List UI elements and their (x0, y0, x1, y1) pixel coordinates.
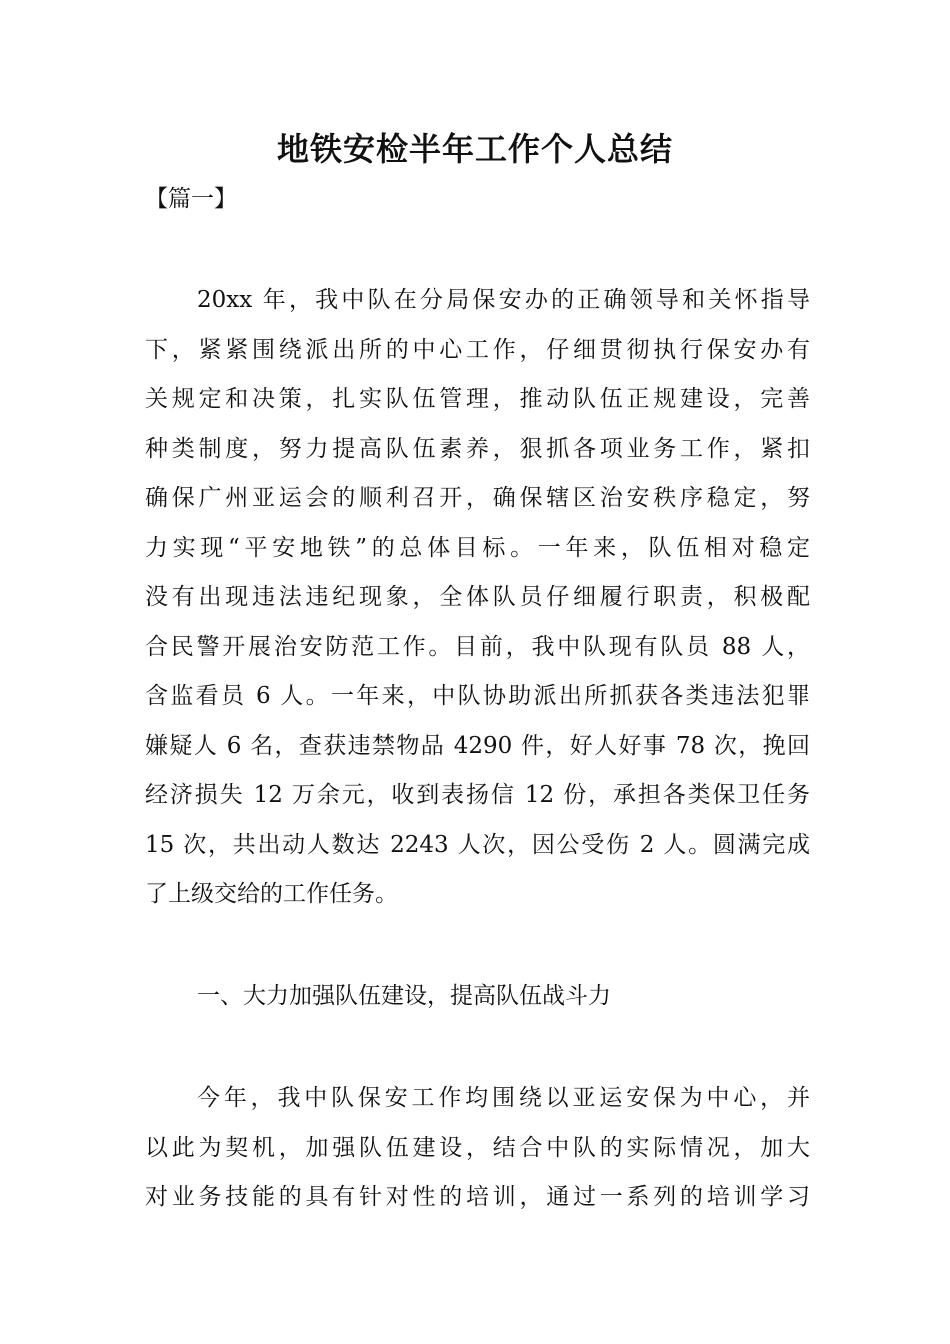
paragraph-line: 了上级交给的工作任务。 (145, 881, 398, 907)
paragraph-2 (145, 1074, 810, 1223)
paragraph-line: 嫌疑人 6 名，查获违禁物品 4290 件，好人好事 78 次，挽回 (145, 732, 810, 759)
paragraph-line: 合民警开展治安防范工作。目前，我中队现有队员 88 人， (145, 633, 810, 660)
paragraph-line: 今年，我中队保安工作均围绕以亚运安保为中心，并 (197, 1085, 810, 1111)
paragraph-line: 20xx 年，我中队在分局保安办的正确领导和关怀指导 (197, 287, 810, 313)
paragraph-line: 种类制度，努力提高队伍素养，狠抓各项业务工作，紧扣 (145, 435, 810, 462)
paragraph-line: 以此为契机，加强队伍建设，结合中队的实际情况，加大 (145, 1134, 810, 1161)
paragraph-line: 力实现“平安地铁”的总体目标。一年来，队伍相对稳定 (145, 534, 810, 561)
paragraph-line: 没有出现违法违纪现象，全体队员仔细履行职责，积极配 (145, 584, 810, 610)
paragraph-line: 15 次，共出动人数达 2243 人次，因公受伤 2 人。圆满完成 (145, 831, 810, 858)
paragraph-line: 下，紧紧围绕派出所的中心工作，仔细贯彻执行保安办有 (145, 336, 810, 363)
paragraph-line: 含监看员 6 人。一年来，中队协助派出所抓获各类违法犯罪 (145, 683, 810, 709)
paragraph-line: 对业务技能的具有针对性的培训，通过一系列的培训学习 (145, 1184, 810, 1210)
paragraph-line: 关规定和决策，扎实队伍管理，推动队伍正规建设，完善 (145, 386, 810, 412)
section-heading-1: 一、大力加强队伍建设，提高队伍战斗力 (197, 983, 611, 1009)
paragraph-line: 经济损失 12 万余元，收到表扬信 12 份，承担各类保卫任务 (145, 782, 810, 808)
document-title: 地铁安检半年工作个人总结 (276, 130, 673, 168)
paragraph-line: 确保广州亚运会的顺利召开，确保辖区治安秩序稳定，努 (145, 485, 810, 511)
paragraph-1 (145, 276, 810, 920)
section-tag: 【篇一】 (145, 186, 237, 212)
